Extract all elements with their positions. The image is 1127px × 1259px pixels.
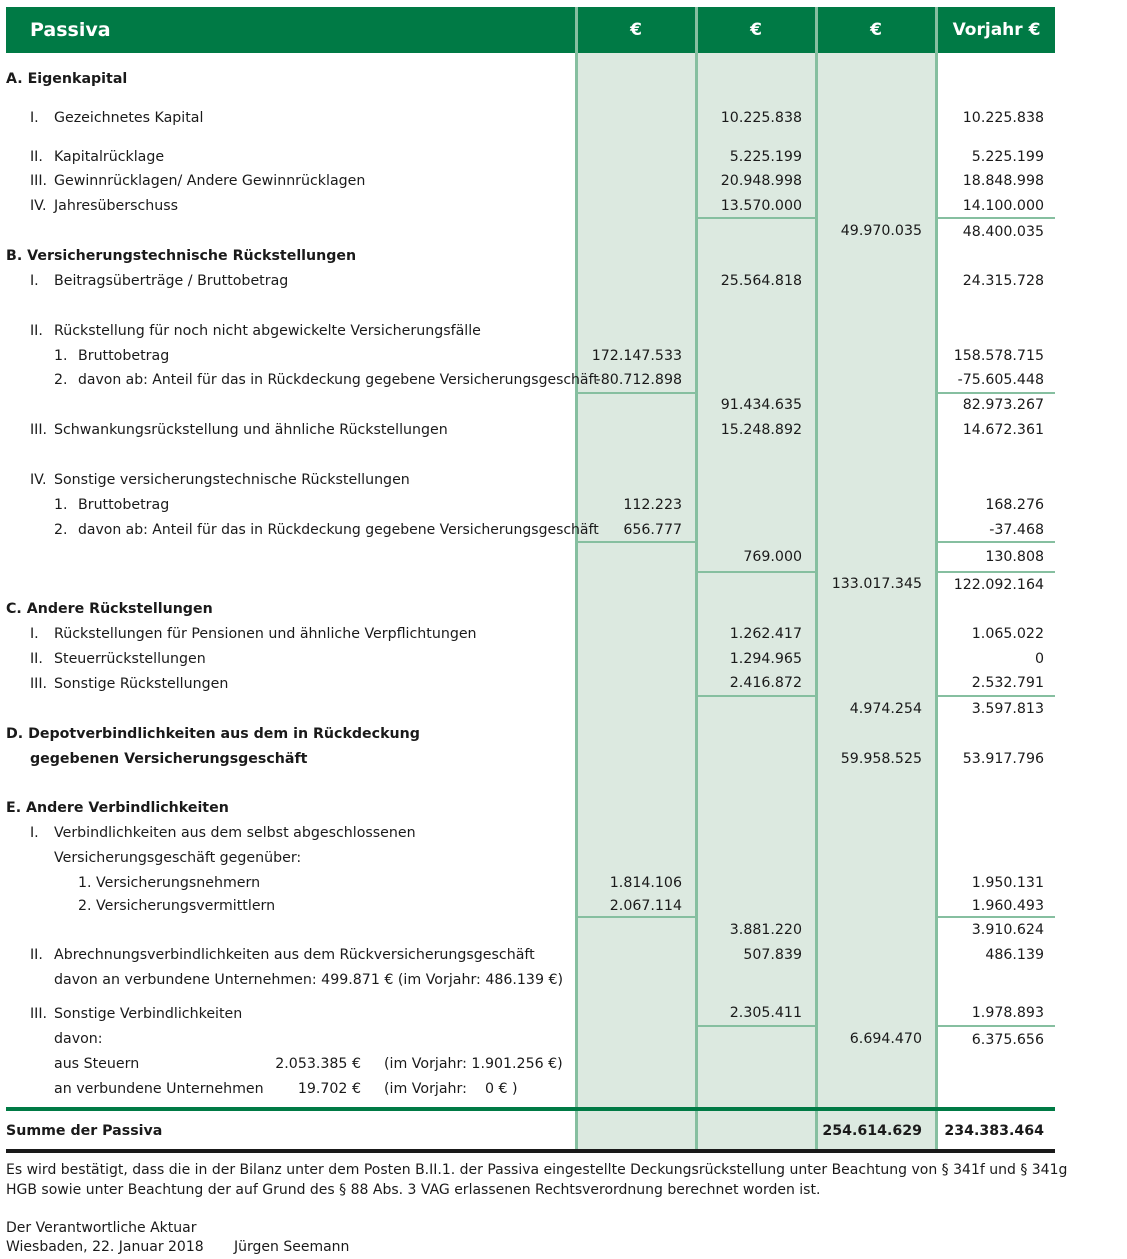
value-c1: 656.777: [623, 522, 682, 538]
roman-label: III.: [30, 173, 48, 189]
column-separator: [575, 7, 578, 1150]
section-e-total: 6.694.470: [849, 1031, 922, 1047]
summe-total-prev: 234.383.464: [944, 1123, 1044, 1139]
section-e-title: E. Andere Verbindlichkeiten: [6, 800, 229, 816]
value-c2: 25.564.818: [720, 273, 802, 289]
item-note: davon an verbundene Unternehmen: 499.871 € (im Vorjahr: 486.139 €): [54, 972, 564, 988]
roman-label: II.: [30, 651, 43, 667]
certification-line-2: HGB sowie unter Beachtung der auf Grund des § 88 Abs. 3 VAG erlassenen Rechtsverordnung berechnet worden ist.: [6, 1182, 821, 1198]
value-c2: 13.570.000: [720, 198, 802, 214]
section-c-total-prev: 3.597.813: [971, 701, 1044, 717]
sub-number: 1.: [54, 348, 68, 364]
subtotal-rule: [698, 571, 815, 573]
roman-label: IV.: [30, 198, 47, 214]
item-label: Steuerrückstellungen: [54, 651, 206, 667]
roman-label: I.: [30, 626, 39, 642]
subtotal-c2: 3.881.220: [729, 922, 802, 938]
roman-label: III.: [30, 1006, 48, 1022]
section-d-title-cont: gegebenen Versicherungsgeschäft: [30, 751, 308, 767]
roman-label: II.: [30, 149, 43, 165]
item-label: Sonstige Verbindlichkeiten: [54, 1006, 243, 1022]
value-prev: 14.672.361: [962, 422, 1044, 438]
roman-label: II.: [30, 947, 43, 963]
davon-steuern-label: aus Steuern: [54, 1056, 140, 1072]
item-label: Schwankungsrückstellung und ähnliche Rückstellungen: [54, 422, 448, 438]
value-prev: 24.315.728: [962, 273, 1044, 289]
value-prev: 18.848.998: [962, 173, 1044, 189]
item-label: Gewinnrücklagen/ Andere Gewinnrücklagen: [54, 173, 366, 189]
value-c2: 2.305.411: [729, 1005, 802, 1021]
actuary-role: Der Verantwortliche Aktuar: [6, 1220, 197, 1236]
item-label: Rückstellung für noch nicht abgewickelte Versicherungsfälle: [54, 323, 481, 339]
sub-number: 1.: [54, 497, 68, 513]
value-prev: 1.978.893: [971, 1005, 1044, 1021]
header-col2: €: [750, 20, 762, 40]
subtotal-rule: [938, 217, 1055, 219]
item-label: Beitragsüberträge / Bruttobetrag: [54, 273, 289, 289]
section-b-total-prev: 122.092.164: [953, 577, 1044, 593]
subtotal-rule: [578, 541, 695, 543]
value-prev: 5.225.199: [971, 149, 1044, 165]
value-prev: 0: [1034, 651, 1044, 667]
sub-label: 2. Versicherungsvermittlern: [78, 898, 276, 914]
summe-total: 254.614.629: [822, 1123, 922, 1139]
value-c1: 112.223: [623, 497, 682, 513]
value-prev: -37.468: [989, 522, 1044, 538]
subtotal-c2: 91.434.635: [720, 397, 802, 413]
value-prev: 2.532.791: [971, 675, 1044, 691]
roman-label: III.: [30, 422, 48, 438]
header-col1: €: [630, 20, 642, 40]
subtotal-rule: [698, 217, 815, 219]
column-3-shade: [818, 53, 935, 1150]
place-date: Wiesbaden, 22. Januar 2018: [6, 1239, 204, 1255]
value-prev: 168.276: [985, 497, 1044, 513]
sub-label: davon ab: Anteil für das in Rückdeckung gegebene Versicherungsgeschäft: [78, 372, 599, 388]
subtotal-prev: 130.808: [985, 549, 1044, 565]
sub-number: 2.: [54, 522, 68, 538]
section-a-total-prev: 48.400.035: [962, 224, 1044, 240]
value-c1: -80.712.898: [595, 372, 682, 388]
davon-steuern-value: 2.053.385 €: [275, 1056, 361, 1072]
value-prev: 486.139: [985, 947, 1044, 963]
davon-verbunden-label: an verbundene Unternehmen: [54, 1081, 264, 1097]
section-b-total: 133.017.345: [831, 576, 922, 592]
item-label: Sonstige versicherungstechnische Rückstellungen: [54, 472, 410, 488]
subtotal-prev: 82.973.267: [962, 397, 1044, 413]
davon-verbunden-prev: (im Vorjahr: 0 € ): [384, 1081, 518, 1097]
roman-label: I.: [30, 273, 39, 289]
value-prev: 14.100.000: [962, 198, 1044, 214]
roman-label: IV.: [30, 472, 47, 488]
value-c2: 20.948.998: [720, 173, 802, 189]
section-c-title: C. Andere Rückstellungen: [6, 601, 213, 617]
value-c1: 2.067.114: [609, 898, 682, 914]
item-label: Gezeichnetes Kapital: [54, 110, 204, 126]
value-c2: 10.225.838: [720, 110, 802, 126]
roman-label: III.: [30, 676, 48, 692]
section-a-title: A. Eigenkapital: [6, 71, 128, 87]
item-label: Rückstellungen für Pensionen und ähnliche Verpflichtungen: [54, 626, 477, 642]
section-d-title: D. Depotverbindlichkeiten aus dem in Rückdeckung: [6, 726, 420, 742]
item-label: Abrechnungsverbindlichkeiten aus dem Rückversicherungsgeschäft: [54, 947, 535, 963]
sub-label: Bruttobetrag: [78, 497, 170, 513]
signatory: Jürgen Seemann: [234, 1239, 350, 1255]
value-prev: 1.960.493: [971, 898, 1044, 914]
item-label-cont: Versicherungsgeschäft gegenüber:: [54, 850, 302, 866]
section-e-total-prev: 6.375.656: [971, 1032, 1044, 1048]
item-label: Verbindlichkeiten aus dem selbst abgeschlossenen: [54, 825, 416, 841]
summe-top-rule: [6, 1107, 1055, 1111]
header-title: Passiva: [30, 19, 111, 41]
item-label: Kapitalrücklage: [54, 149, 165, 165]
value-prev: 1.065.022: [971, 626, 1044, 642]
value-c2: 1.262.417: [729, 626, 802, 642]
section-c-total: 4.974.254: [849, 701, 922, 717]
value-c2: 5.225.199: [729, 149, 802, 165]
roman-label: I.: [30, 825, 39, 841]
sub-label: Bruttobetrag: [78, 348, 170, 364]
subtotal-rule: [938, 541, 1055, 543]
value-prev: 1.950.131: [971, 875, 1044, 891]
sub-label: davon ab: Anteil für das in Rückdeckung gegebene Versicherungsgeschäft: [78, 522, 599, 538]
value-c2: 1.294.965: [729, 651, 802, 667]
value-prev: 158.578.715: [953, 348, 1044, 364]
sub-label: 1. Versicherungsnehmern: [78, 875, 261, 891]
subtotal-rule: [938, 1025, 1055, 1027]
davon-label: davon:: [54, 1031, 103, 1047]
item-label: Sonstige Rückstellungen: [54, 676, 229, 692]
header-col4: Vorjahr €: [952, 20, 1041, 40]
subtotal-rule: [938, 571, 1055, 573]
value-c2: 15.248.892: [720, 422, 802, 438]
subtotal-rule: [698, 1025, 815, 1027]
roman-label: II.: [30, 323, 43, 339]
section-d-total-prev: 53.917.796: [962, 751, 1044, 767]
value-c2: 2.416.872: [729, 675, 802, 691]
value-prev: -75.605.448: [957, 372, 1044, 388]
subtotal-prev: 3.910.624: [971, 922, 1044, 938]
summe-label: Summe der Passiva: [6, 1123, 163, 1139]
subtotal-rule: [578, 392, 695, 394]
section-d-total: 59.958.525: [840, 751, 922, 767]
davon-steuern-prev: (im Vorjahr: 1.901.256 €): [384, 1056, 563, 1072]
subtotal-rule: [938, 695, 1055, 697]
value-c1: 172.147.533: [591, 348, 682, 364]
section-a-total: 49.970.035: [840, 223, 922, 239]
section-b-title: B. Versicherungstechnische Rückstellungen: [6, 248, 357, 264]
sub-number: 2.: [54, 372, 68, 388]
value-c1: 1.814.106: [609, 875, 682, 891]
item-label: Jahresüberschuss: [54, 198, 179, 214]
summe-bottom-rule: [6, 1149, 1055, 1153]
subtotal-rule: [698, 695, 815, 697]
davon-verbunden-value: 19.702 €: [297, 1081, 361, 1097]
header-col3: €: [870, 20, 882, 40]
roman-label: I.: [30, 110, 39, 126]
subtotal-c2: 769.000: [743, 549, 802, 565]
column-1-shade: [578, 53, 695, 1150]
value-c2: 507.839: [743, 947, 802, 963]
value-prev: 10.225.838: [962, 110, 1044, 126]
certification-line-1: Es wird bestätigt, dass die in der Bilanz unter dem Posten B.II.1. der Passiva eingestellte Deckungsrückstellung unter Beachtung von § 341f und § 341g: [6, 1162, 1068, 1178]
